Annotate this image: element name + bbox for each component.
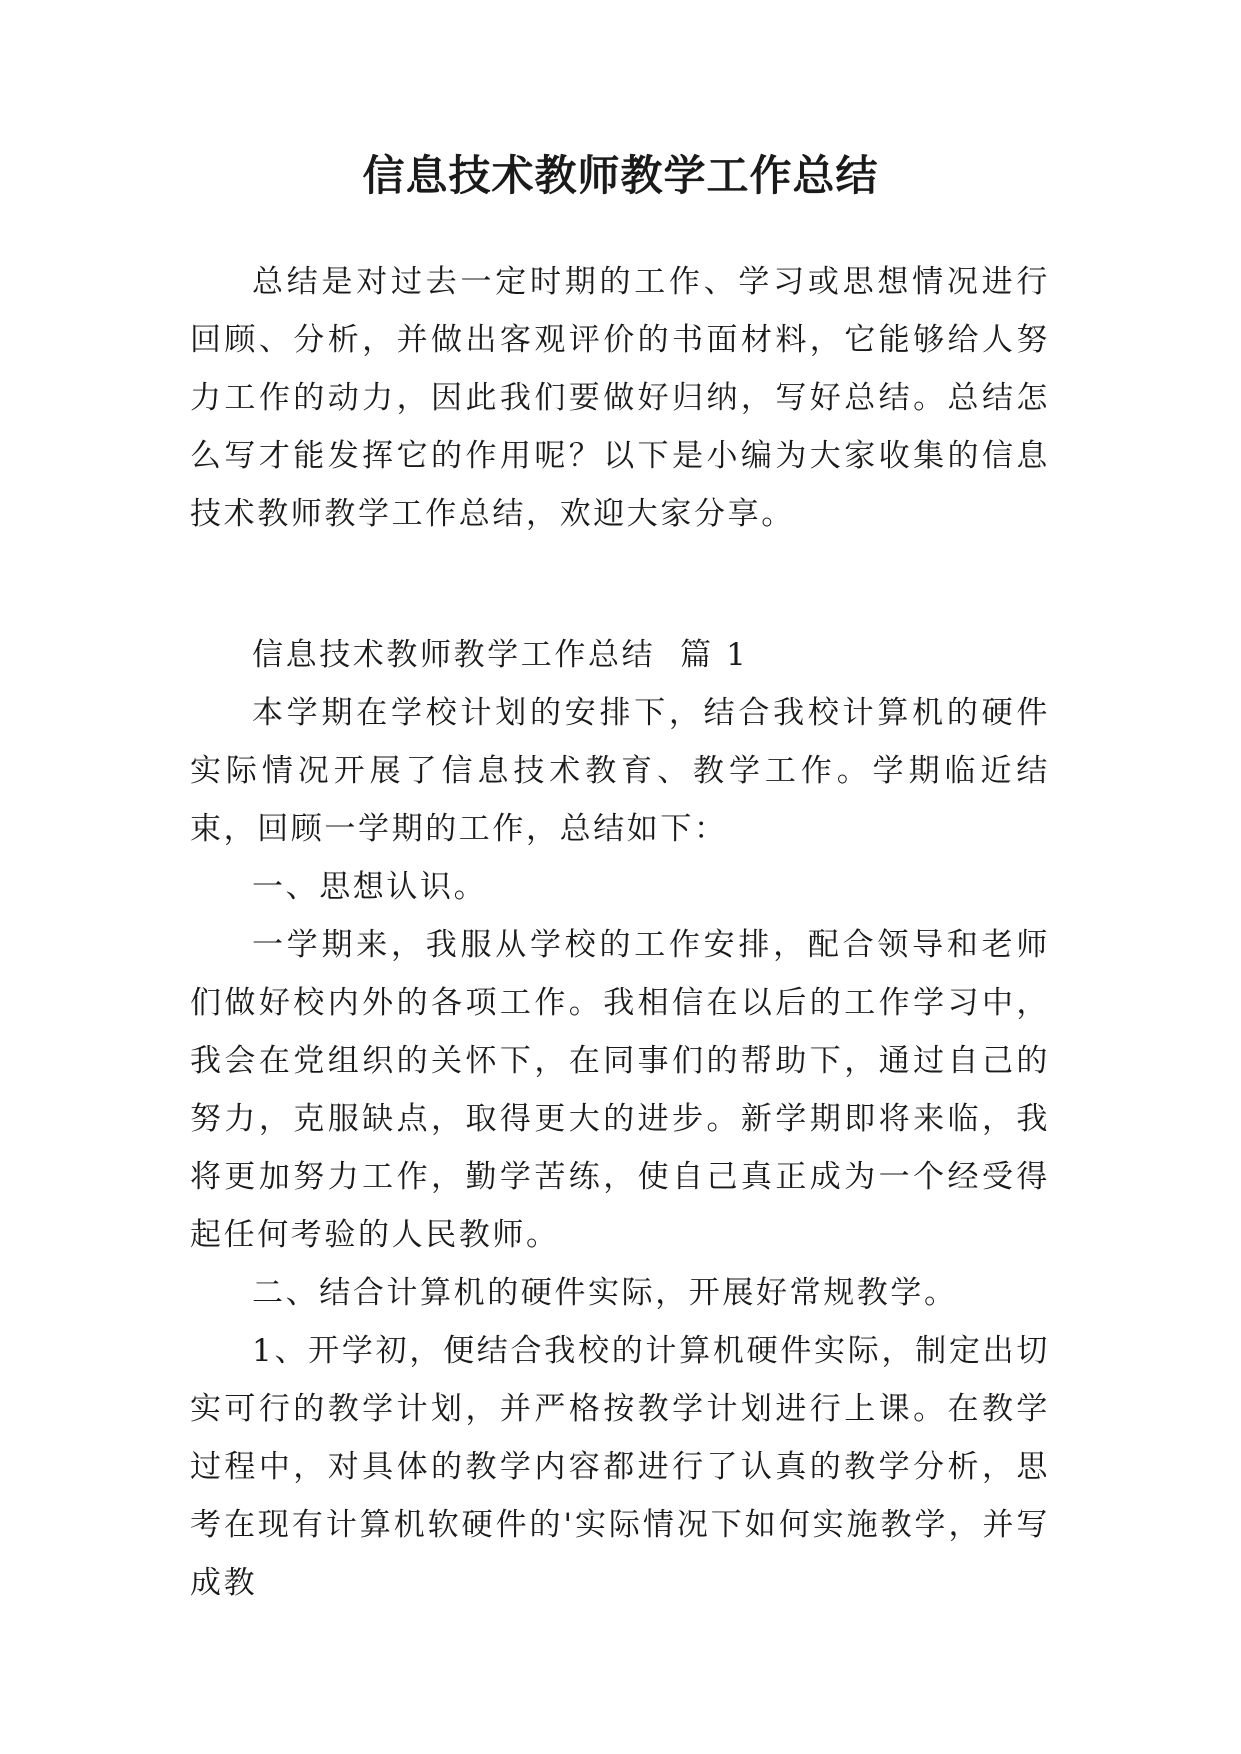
body-paragraph: 一、思想认识。 xyxy=(252,869,488,905)
body-paragraph: 一学期来，我服从学校的工作安排，配合领导和老师们做好校内外的各项工作。我相信在以后的工作学习中，我会在党组织的关怀下，在同事们的帮助下，通过自己的努力，克服缺点，取得更大的进步。新学期即将来临，我将更加努力工作，勤学苦练，使自己真正成为一个经受得起任何考验的人民教师。 xyxy=(190,927,1050,1253)
section-block xyxy=(190,626,1050,1612)
body-paragraph: 二、结合计算机的硬件实际，开展好常规教学。 xyxy=(252,1275,958,1311)
intro-paragraph: 总结是对过去一定时期的工作、学习或思想情况进行回顾、分析，并做出客观评价的书面材料，它能够给人努力工作的动力，因此我们要做好归纳，写好总结。总结怎么写才能发挥它的作用呢？以下是小编为大家收集的信息技术教师教学工作总结，欢迎大家分享。 xyxy=(190,264,1050,532)
section-heading: 信息技术教师教学工作总结 篇 1 xyxy=(252,637,749,673)
body-paragraph: 1、开学初，便结合我校的计算机硬件实际，制定出切实可行的教学计划，并严格按教学计划进行上课。在教学过程中，对具体的教学内容都进行了认真的教学分析，思考在现有计算机软硬件的'实际情况下如何实施教学，并写成教 xyxy=(190,1333,1050,1601)
document-title: 信息技术教师教学工作总结 xyxy=(362,151,879,200)
body-paragraph: 本学期在学校计划的安排下，结合我校计算机的硬件实际情况开展了信息技术教育、教学工作。学期临近结束，回顾一学期的工作，总结如下： xyxy=(190,695,1050,847)
intro-block xyxy=(190,253,1050,543)
